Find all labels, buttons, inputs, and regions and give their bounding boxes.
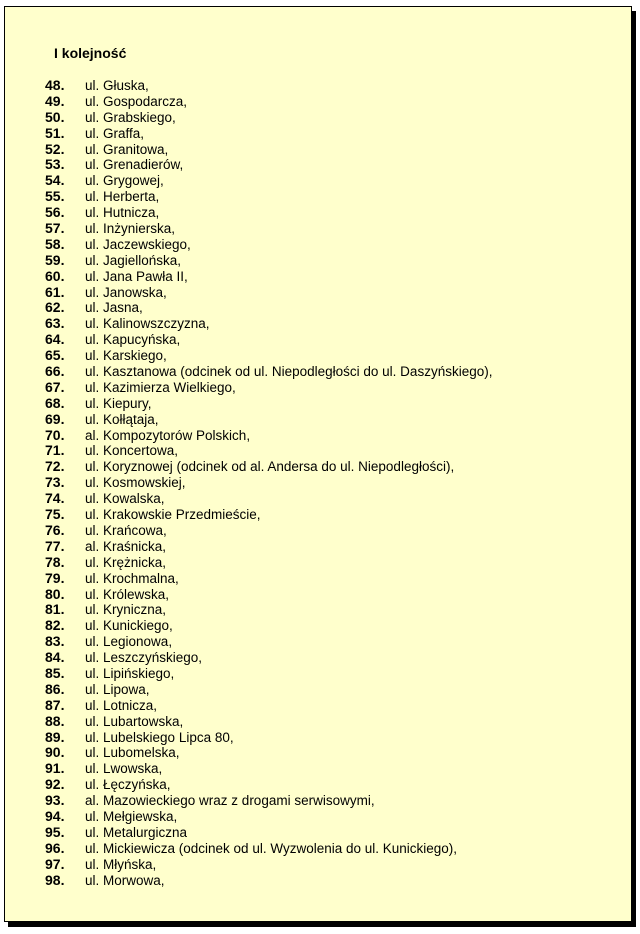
street-name: ul. Lubelskiego Lipca 80,: [85, 729, 234, 745]
document-page: [4, 6, 632, 922]
item-number: 64.: [45, 331, 65, 348]
item-number: 78.: [45, 553, 65, 570]
street-name: ul. Kołłątaja,: [85, 411, 159, 427]
street-name: ul. Morwowa,: [85, 872, 165, 888]
list-item: [45, 602, 492, 618]
list-item: [45, 825, 492, 841]
item-number: 65.: [45, 347, 65, 364]
street-name: ul. Głuska,: [85, 78, 149, 93]
street-name: ul. Królewska,: [85, 586, 170, 602]
list-item: [45, 618, 492, 634]
item-number: 59.: [45, 251, 65, 268]
item-number: 75.: [45, 506, 65, 523]
list-item: [45, 459, 492, 475]
list-item: [45, 809, 492, 825]
item-number: 51.: [45, 124, 65, 141]
street-name: ul. Gospodarcza,: [85, 93, 188, 109]
street-name: ul. Jana Pawła II,: [85, 268, 188, 284]
street-name: ul. Herberta,: [85, 189, 160, 205]
list-item: [45, 523, 492, 539]
item-number: 80.: [45, 585, 65, 602]
item-number: 86.: [45, 680, 65, 697]
list-item: [45, 714, 492, 730]
item-number: 55.: [45, 188, 65, 205]
list-item: [45, 761, 492, 777]
street-name: ul. Koncertowa,: [85, 443, 179, 459]
item-number: 67.: [45, 378, 65, 395]
street-name: ul. Kowalska,: [85, 491, 165, 507]
list-item: [45, 157, 492, 173]
street-name: ul. Grabskiego,: [85, 109, 176, 125]
street-name: ul. Legionowa,: [85, 634, 173, 650]
street-name: ul. Krakowskie Przedmieście,: [85, 507, 261, 523]
item-number: 66.: [45, 363, 65, 380]
street-name: ul. Kapucyńska,: [85, 332, 181, 348]
street-name: ul. Lubartowska,: [85, 713, 184, 729]
street-name: al. Kompozytorów Polskich,: [85, 427, 251, 443]
street-name: ul. Kiepury,: [85, 395, 152, 411]
item-number: 63.: [45, 315, 65, 332]
list-item: [45, 428, 492, 444]
list-item: [45, 332, 492, 348]
street-name: ul. Kalinowszczyzna,: [85, 316, 210, 332]
item-number: 85.: [45, 664, 65, 681]
item-number: 94.: [45, 807, 65, 824]
street-name: ul. Kosmowskiej,: [85, 475, 186, 491]
street-name: ul. Inżynierska,: [85, 221, 176, 237]
list-item: [45, 396, 492, 412]
list-item: [45, 666, 492, 682]
street-name: ul. Lotnicza,: [85, 697, 158, 713]
item-number: 96.: [45, 839, 65, 856]
list-item: [45, 380, 492, 396]
item-number: 70.: [45, 426, 65, 443]
street-name: al. Mazowieckiego wraz z drogami serwisowymi,: [85, 793, 375, 809]
item-number: 79.: [45, 569, 65, 586]
street-name: ul. Grygowej,: [85, 173, 164, 189]
street-name: ul. Kryniczna,: [85, 602, 167, 618]
item-number: 82.: [45, 617, 65, 634]
list-item: [45, 873, 492, 889]
list-item: [45, 142, 492, 158]
section-heading: I kolejność: [54, 45, 127, 61]
list-item: [45, 269, 492, 285]
list-item: [45, 730, 492, 746]
street-name: ul. Mickiewicza (odcinek od ul. Wyzwolenia do ul. Kunickiego),: [85, 840, 458, 856]
list-item: [45, 507, 492, 523]
street-name: ul. Jagiellońska,: [85, 252, 182, 268]
street-name: ul. Leszczyńskiego,: [85, 650, 203, 666]
list-item: [45, 300, 492, 316]
street-list: [45, 78, 492, 888]
item-number: 52.: [45, 140, 65, 157]
street-name: ul. Młyńska,: [85, 856, 157, 872]
list-item: [45, 698, 492, 714]
item-number: 69.: [45, 410, 65, 427]
item-number: 77.: [45, 537, 65, 554]
list-item: [45, 78, 492, 94]
street-name: ul. Karskiego,: [85, 348, 167, 364]
item-number: 92.: [45, 776, 65, 793]
item-number: 60.: [45, 267, 65, 284]
item-number: 58.: [45, 235, 65, 252]
list-item: [45, 571, 492, 587]
item-number: 50.: [45, 108, 65, 125]
item-number: 93.: [45, 792, 65, 809]
list-item: [45, 491, 492, 507]
item-number: 76.: [45, 521, 65, 538]
street-name: ul. Lipińskiego,: [85, 665, 175, 681]
street-name: ul. Hutnicza,: [85, 205, 160, 221]
item-number: 97.: [45, 855, 65, 872]
street-name: ul. Janowska,: [85, 284, 167, 300]
street-name: ul. Krańcowa,: [85, 522, 167, 538]
list-item: [45, 126, 492, 142]
item-number: 57.: [45, 220, 65, 237]
list-item: [45, 443, 492, 459]
list-item: [45, 173, 492, 189]
list-item: [45, 94, 492, 110]
list-item: [45, 253, 492, 269]
list-item: [45, 777, 492, 793]
item-number: 72.: [45, 458, 65, 475]
list-item: [45, 205, 492, 221]
street-name: ul. Krochmalna,: [85, 570, 179, 586]
street-name: ul. Grenadierów,: [85, 157, 184, 173]
list-item: [45, 285, 492, 301]
item-number: 87.: [45, 696, 65, 713]
list-item: [45, 650, 492, 666]
item-number: 74.: [45, 490, 65, 507]
list-item: [45, 316, 492, 332]
item-number: 71.: [45, 442, 65, 459]
street-name: ul. Krężnicka,: [85, 554, 167, 570]
list-item: [45, 745, 492, 761]
item-number: 48.: [45, 77, 65, 93]
list-item: [45, 110, 492, 126]
list-item: [45, 221, 492, 237]
item-number: 54.: [45, 172, 65, 189]
street-name: ul. Kunickiego,: [85, 618, 173, 634]
list-item: [45, 189, 492, 205]
list-item: [45, 841, 492, 857]
item-number: 68.: [45, 394, 65, 411]
item-number: 83.: [45, 633, 65, 650]
list-item: [45, 539, 492, 555]
list-item: [45, 237, 492, 253]
street-name: ul. Kasztanowa (odcinek od ul. Niepodległości do ul. Daszyńskiego),: [85, 364, 493, 380]
item-number: 98.: [45, 871, 65, 888]
item-number: 53.: [45, 156, 65, 173]
item-number: 61.: [45, 283, 65, 300]
street-name: al. Kraśnicka,: [85, 538, 167, 554]
item-number: 84.: [45, 649, 65, 666]
list-item: [45, 634, 492, 650]
item-number: 73.: [45, 474, 65, 491]
list-item: [45, 412, 492, 428]
street-name: ul. Jasna,: [85, 300, 143, 316]
street-name: ul. Kazimierza Wielkiego,: [85, 379, 236, 395]
item-number: 49.: [45, 92, 65, 109]
item-number: 88.: [45, 712, 65, 729]
list-item: [45, 857, 492, 873]
item-number: 91.: [45, 760, 65, 777]
street-name: ul. Lubomelska,: [85, 745, 180, 761]
street-name: ul. Mełgiewska,: [85, 808, 178, 824]
list-item: [45, 793, 492, 809]
list-item: [45, 682, 492, 698]
street-name: ul. Lipowa,: [85, 681, 150, 697]
street-name: ul. Łęczyńska,: [85, 777, 171, 793]
item-number: 56.: [45, 204, 65, 221]
item-number: 95.: [45, 823, 65, 840]
list-item: [45, 587, 492, 603]
street-name: ul. Graffa,: [85, 125, 145, 141]
street-name: ul. Metalurgiczna: [85, 824, 188, 840]
list-item: [45, 364, 492, 380]
list-item: [45, 348, 492, 364]
item-number: 89.: [45, 728, 65, 745]
item-number: 81.: [45, 601, 65, 618]
street-name: ul. Jaczewskiego,: [85, 236, 191, 252]
list-item: [45, 475, 492, 491]
street-name: ul. Granitowa,: [85, 141, 169, 157]
item-number: 90.: [45, 744, 65, 761]
street-name: ul. Koryznowej (odcinek od al. Andersa do ul. Niepodległości),: [85, 459, 455, 475]
street-name: ul. Lwowska,: [85, 761, 163, 777]
item-number: 62.: [45, 299, 65, 316]
list-item: [45, 555, 492, 571]
